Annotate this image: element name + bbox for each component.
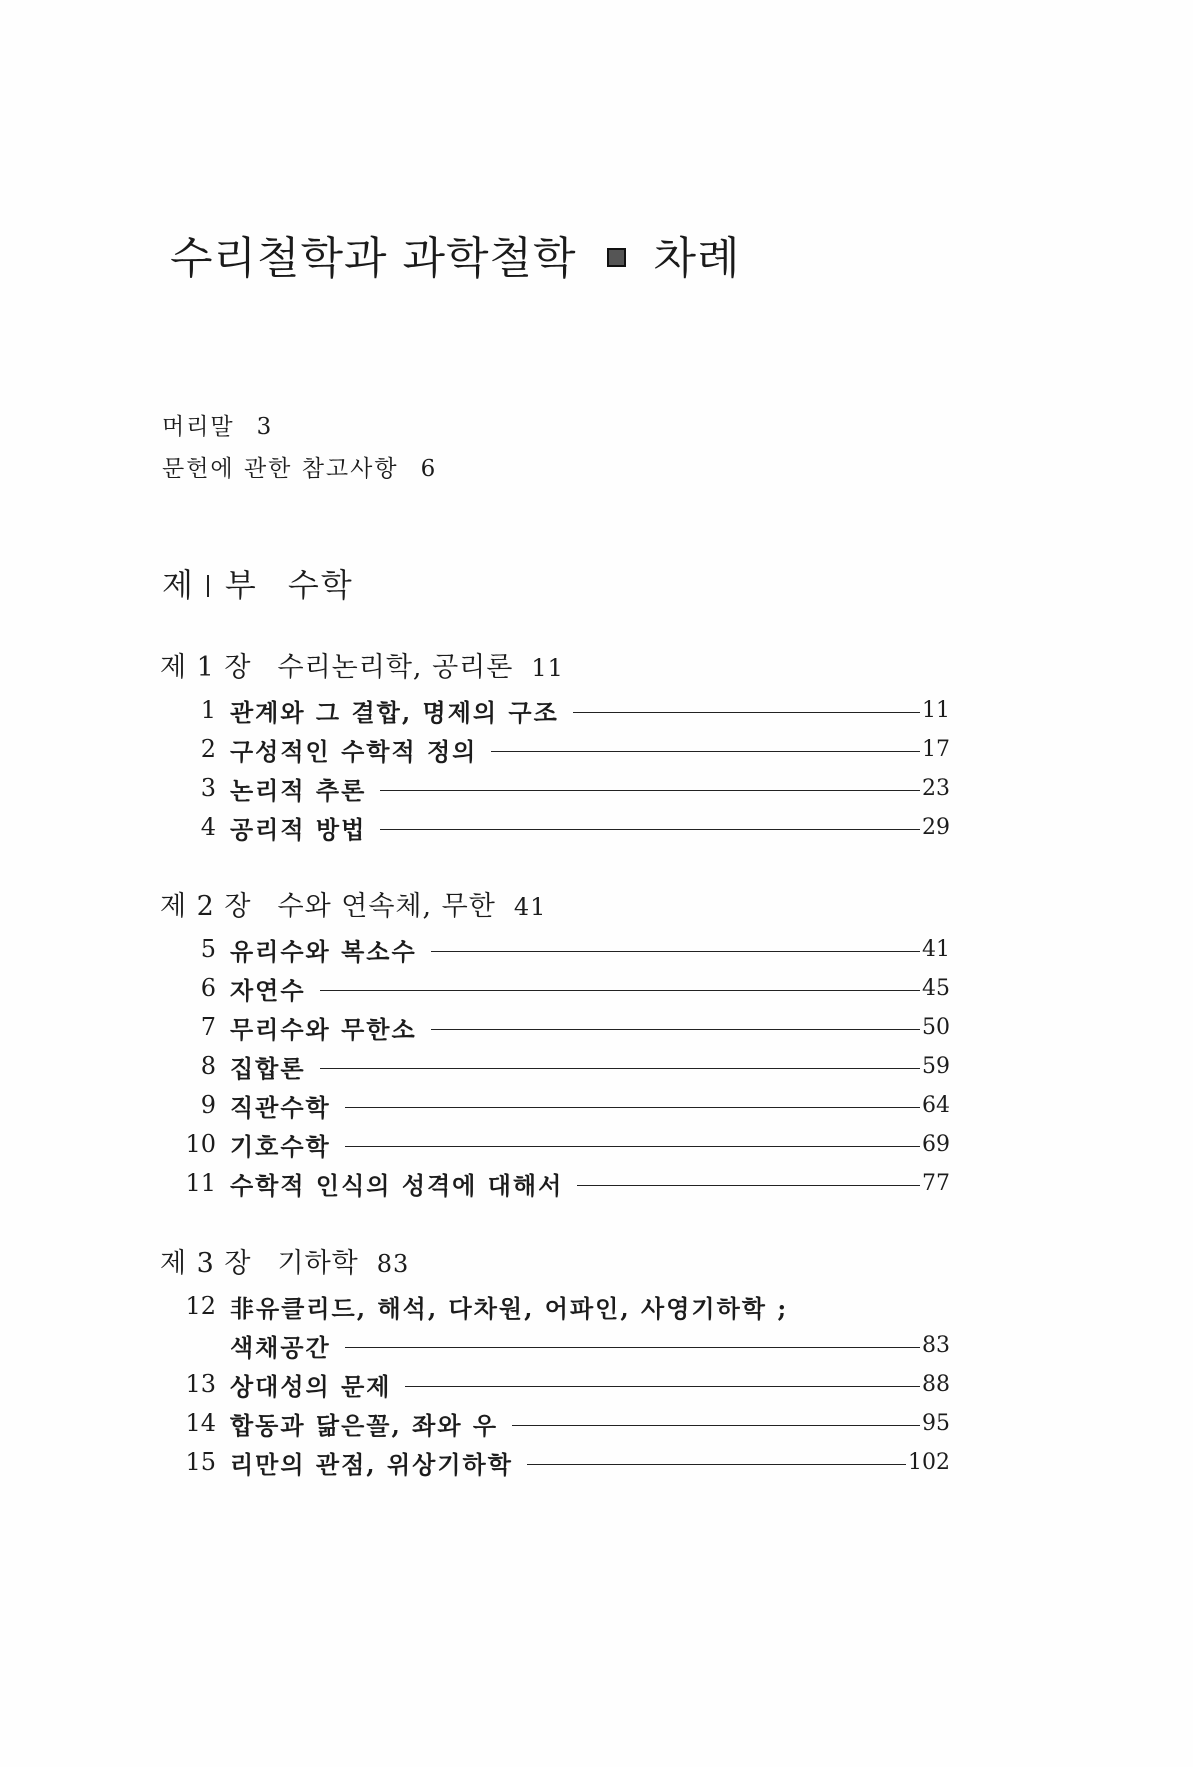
part-label-pre: 제 — [162, 566, 195, 604]
part-heading — [162, 560, 354, 606]
part-label-post: 부 — [224, 566, 258, 604]
section-page: 88 — [922, 1371, 950, 1397]
chapter-heading-3[interactable] — [160, 1241, 409, 1280]
leader-line — [320, 990, 920, 991]
chapter-title: 기하학 — [277, 1248, 359, 1279]
contents-label: 차례 — [653, 233, 741, 284]
toc-entry[interactable] — [180, 1405, 950, 1441]
front-matter-title: 문헌에 관한 참고사항 — [162, 456, 399, 482]
section-title: 非유클리드, 해석, 다차원, 어파인, 사영기하학 ; — [230, 1293, 789, 1323]
toc-entry[interactable] — [180, 731, 950, 767]
section-page: 95 — [922, 1410, 950, 1436]
section-number: 1 — [200, 696, 216, 724]
leader-line — [573, 712, 920, 713]
chapter-page: 41 — [513, 893, 547, 921]
leader-line — [577, 1185, 920, 1186]
section-title: 집합론 — [230, 1053, 306, 1083]
leader-line — [431, 1029, 920, 1030]
toc-entry[interactable] — [180, 1165, 950, 1201]
section-page: 11 — [922, 697, 950, 723]
section-number: 8 — [200, 1052, 216, 1080]
section-title: 직관수학 — [230, 1092, 331, 1122]
toc-entry[interactable] — [180, 692, 950, 728]
section-page: 50 — [922, 1014, 950, 1040]
toc-entry[interactable] — [180, 1126, 950, 1162]
leader-line — [380, 790, 920, 791]
toc-entry[interactable] — [180, 1009, 950, 1045]
section-page: 64 — [922, 1092, 950, 1118]
section-page: 59 — [922, 1053, 950, 1079]
section-title: 수학적 인식의 성격에 대해서 — [230, 1170, 564, 1200]
section-number: 15 — [185, 1448, 216, 1476]
section-page: 45 — [922, 975, 950, 1001]
section-title-continued: 색채공간 — [230, 1332, 331, 1362]
toc-entry[interactable] — [180, 1288, 950, 1324]
section-title: 상대성의 문제 — [230, 1371, 392, 1401]
chapter-heading-2[interactable] — [160, 884, 546, 923]
chapter-label: 제 3 장 — [160, 1248, 252, 1279]
chapter-title: 수리논리학, 공리론 — [277, 652, 514, 683]
section-title: 관계와 그 결합, 명제의 구조 — [230, 697, 559, 727]
chapter-page: 83 — [376, 1250, 410, 1278]
section-number: 6 — [200, 974, 216, 1002]
toc-entry[interactable] — [180, 1087, 950, 1123]
part-number-numeral-i — [207, 575, 209, 597]
front-matter-bibliography-note[interactable] — [162, 450, 435, 483]
leader-line — [345, 1347, 920, 1348]
section-number: 5 — [200, 935, 216, 963]
toc-entry-continuation[interactable] — [230, 1327, 950, 1363]
toc-entry[interactable] — [180, 970, 950, 1006]
toc-entry[interactable] — [180, 770, 950, 806]
chapter-label: 제 2 장 — [160, 891, 252, 922]
section-title: 구성적인 수학적 정의 — [230, 736, 478, 766]
front-matter-page: 6 — [420, 456, 436, 482]
section-number: 3 — [200, 774, 216, 802]
front-matter-title: 머리말 — [162, 414, 235, 440]
leader-line — [405, 1386, 920, 1387]
section-number: 10 — [185, 1130, 216, 1158]
section-title: 리만의 관점, 위상기하학 — [230, 1449, 513, 1479]
leader-line — [345, 1107, 920, 1108]
chapter-title: 수와 연속체, 무한 — [277, 891, 496, 922]
section-number: 14 — [185, 1409, 216, 1437]
chapter-heading-1[interactable] — [160, 645, 564, 684]
toc-entry[interactable] — [180, 1366, 950, 1402]
toc-entry[interactable] — [180, 809, 950, 845]
section-number: 4 — [200, 813, 216, 841]
front-matter-page: 3 — [256, 414, 272, 440]
toc-entry[interactable] — [180, 1048, 950, 1084]
section-title: 유리수와 복소수 — [230, 936, 417, 966]
leader-line — [491, 751, 920, 752]
section-title: 논리적 추론 — [230, 775, 367, 805]
leader-line — [527, 1464, 906, 1465]
section-number: 13 — [185, 1370, 216, 1398]
book-title: 수리철학과 과학철학 — [170, 233, 577, 284]
section-page: 83 — [922, 1332, 950, 1358]
section-title: 무리수와 무한소 — [230, 1014, 417, 1044]
section-title: 합동과 닮은꼴, 좌와 우 — [230, 1410, 499, 1440]
section-number: 9 — [200, 1091, 216, 1119]
section-title: 기호수학 — [230, 1131, 331, 1161]
chapter-label: 제 1 장 — [160, 652, 252, 683]
page-title — [170, 222, 741, 286]
section-page: 17 — [922, 736, 950, 762]
leader-line — [380, 829, 920, 830]
leader-line — [320, 1068, 920, 1069]
leader-line — [431, 951, 920, 952]
section-page: 69 — [922, 1131, 950, 1157]
leader-line — [512, 1425, 920, 1426]
section-number: 12 — [185, 1292, 216, 1320]
toc-entry[interactable] — [180, 931, 950, 967]
chapter-page: 11 — [531, 654, 564, 682]
front-matter-preface[interactable] — [162, 408, 271, 441]
square-bullet-icon — [607, 248, 626, 267]
leader-line — [345, 1146, 920, 1147]
part-title: 수학 — [287, 566, 354, 604]
section-title: 자연수 — [230, 975, 306, 1005]
section-page: 77 — [922, 1170, 950, 1196]
toc-entry[interactable] — [180, 1444, 950, 1480]
section-page: 29 — [922, 814, 950, 840]
section-title: 공리적 방법 — [230, 814, 367, 844]
section-number: 11 — [185, 1169, 216, 1197]
section-number: 7 — [200, 1013, 216, 1041]
section-page: 23 — [922, 775, 950, 801]
section-page: 102 — [908, 1449, 950, 1475]
section-number: 2 — [200, 735, 216, 763]
section-page: 41 — [922, 936, 950, 962]
